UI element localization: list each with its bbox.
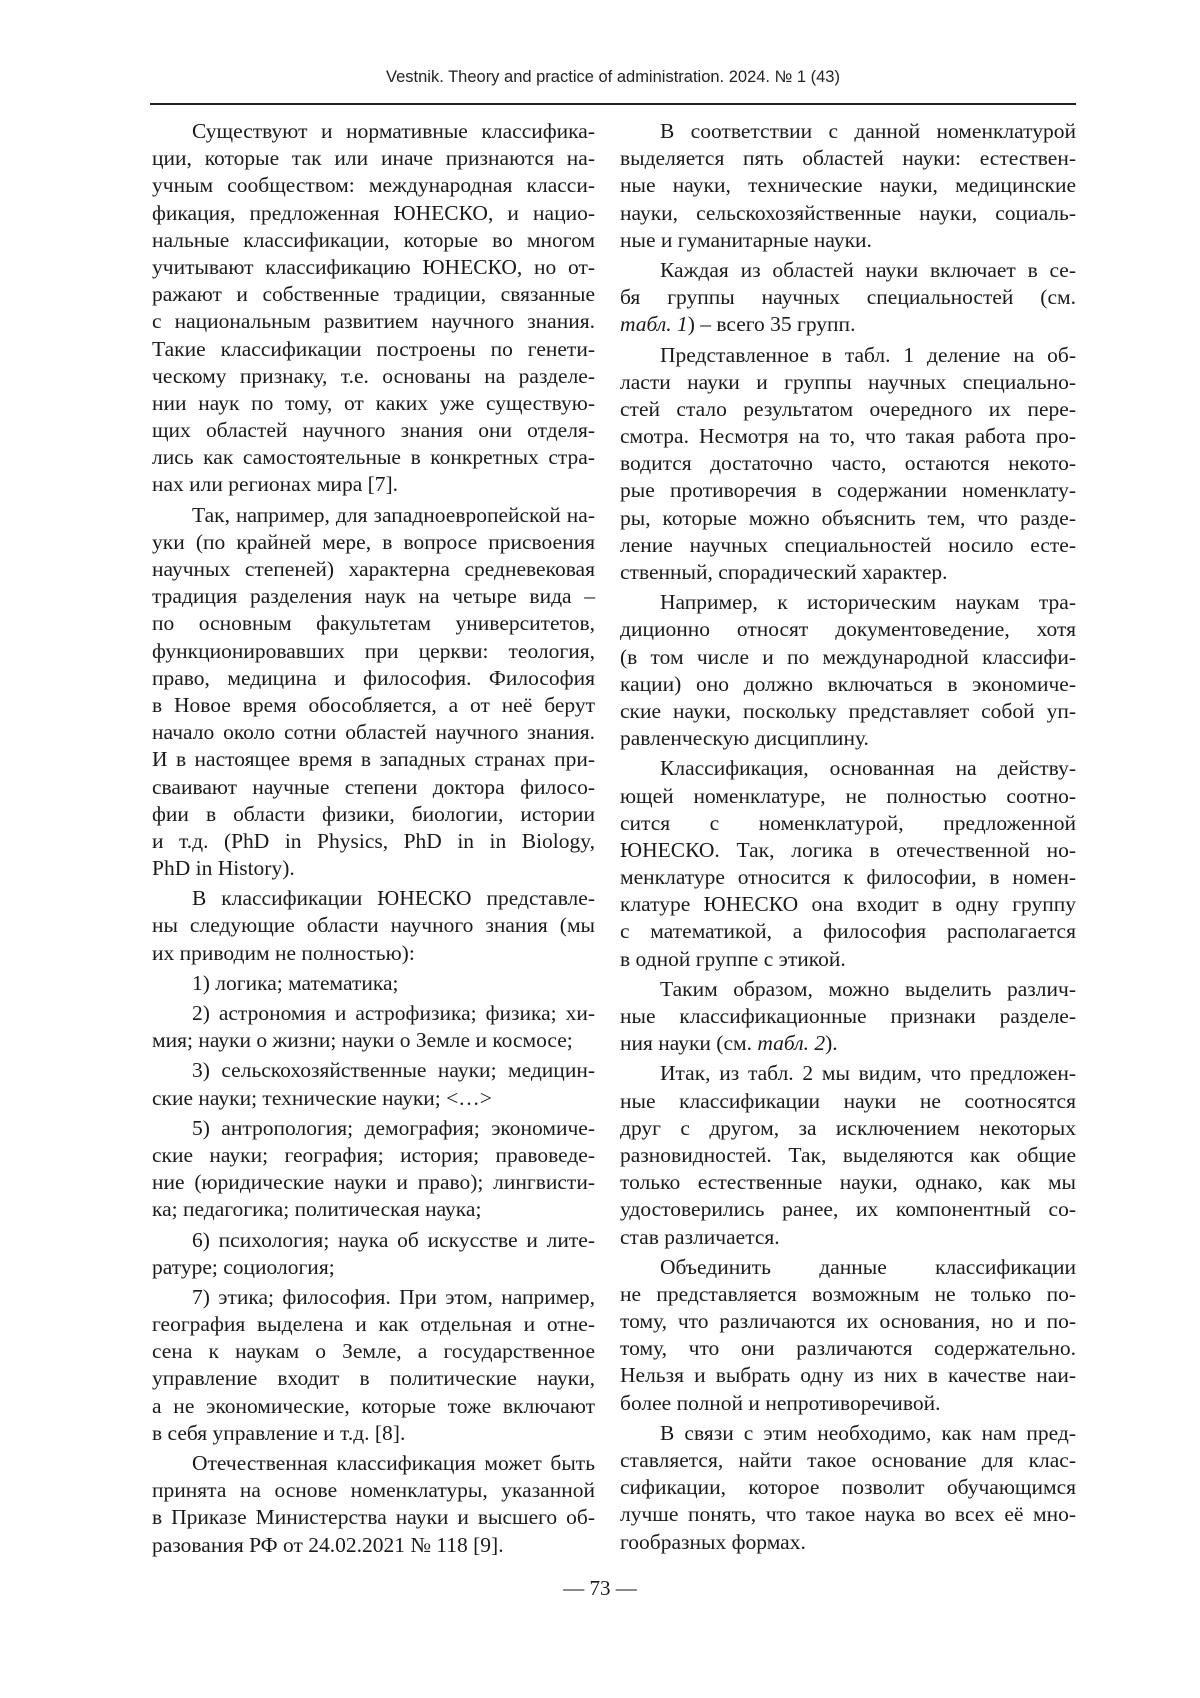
text-line: право, медицина и философия. Философия [152, 665, 595, 692]
text-line: их приводим не полностью): [152, 940, 595, 967]
text-line: мия; науки о жизни; науки о Земле и космосе; [152, 1027, 595, 1054]
text-line: PhD in History). [152, 855, 595, 882]
text-line: 6) психология; наука об искусстве и лите- [152, 1227, 595, 1254]
paragraph [152, 502, 595, 883]
text-line: 3) сельскохозяйственные науки; медицин- [152, 1057, 595, 1084]
text-line: сена к наукам о Земле, а государственное [152, 1338, 595, 1365]
text-line: Нельзя и выбрать одну из них в качестве наи- [620, 1362, 1076, 1389]
header-rule [150, 103, 1076, 105]
text-line: тому, что различаются их основания, но и по- [620, 1308, 1076, 1335]
text-line [620, 1030, 1076, 1057]
paragraph [620, 976, 1076, 1058]
text-segment: ). [825, 1031, 838, 1055]
text-line: Каждая из областей науки включает в се- [620, 257, 1076, 284]
text-line: нии наук по тому, от каких уже существую- [152, 390, 595, 417]
text-line: научных степеней) характерна средневековая [152, 556, 595, 583]
text-line: науки, сельскохозяйственные науки, социаль- [620, 200, 1076, 227]
text-line: разновидностей. Так, выделяются как общие [620, 1142, 1076, 1169]
text-line: диционно относят документоведение, хотя [620, 616, 1076, 643]
text-line: Таким образом, можно выделить различ- [620, 976, 1076, 1003]
text-line: кации) оно должно включаться в экономиче- [620, 671, 1076, 698]
paragraph [152, 1450, 595, 1559]
text-line: Например, к историческим наукам тра- [620, 589, 1076, 616]
text-line: сификации, которое позволит обучающимся [620, 1474, 1076, 1501]
table-reference: табл. 2 [757, 1031, 825, 1055]
text-line: удостоверились ранее, их компонентный со- [620, 1196, 1076, 1223]
text-line: не представляется возможным не только по- [620, 1281, 1076, 1308]
text-line: (в том числе и по международной классифи- [620, 644, 1076, 671]
text-line: в Приказе Министерства науки и высшего об- [152, 1504, 595, 1531]
page-number: — 73 — [0, 1576, 1200, 1601]
right-column [620, 118, 1076, 1559]
text-line: 5) антропология; демография; экономиче- [152, 1115, 595, 1142]
paragraph [152, 1115, 595, 1224]
text-line: ны следующие области научного знания (мы [152, 912, 595, 939]
text-line: в себя управление и т.д. [8]. [152, 1420, 595, 1447]
text-line: лись как самостоятельные в конкретных стра- [152, 444, 595, 471]
paragraph [620, 589, 1076, 752]
text-line: традиция разделения наук на четыре вида – [152, 583, 595, 610]
text-line: география выделена и как отдельная и отне- [152, 1311, 595, 1338]
text-line: фикация, предложенная ЮНЕСКО, и нацио- [152, 200, 595, 227]
text-line: функционировавших при церкви: теология, [152, 638, 595, 665]
text-line: И в настоящее время в западных странах при- [152, 746, 595, 773]
text-line: фии в области физики, биологии, истории [152, 801, 595, 828]
text-line: В соответствии с данной номенклатурой [620, 118, 1076, 145]
text-line: уки (по крайней мере, в вопросе присвоения [152, 529, 595, 556]
text-line: ЮНЕСКО. Так, логика в отечественной но- [620, 837, 1076, 864]
text-line: ственный, спорадический характер. [620, 559, 1076, 586]
paragraph [620, 118, 1076, 254]
text-line: ратуре; социология; [152, 1254, 595, 1281]
text-line: Классификация, основанная на действу- [620, 755, 1076, 782]
text-line: начало около сотни областей научного знания. [152, 719, 595, 746]
text-line: а не экономические, которые тоже включают [152, 1393, 595, 1420]
text-line: гообразных формах. [620, 1529, 1076, 1556]
text-line: нальные классификации, которые во многом [152, 227, 595, 254]
text-line: ление научных специальностей носило есте- [620, 532, 1076, 559]
text-line: ные науки, технические науки, медицинские [620, 172, 1076, 199]
text-line: рые противоречия в содержании номенклату- [620, 477, 1076, 504]
paragraph [620, 1420, 1076, 1556]
text-line: водится достаточно часто, остаются некото- [620, 450, 1076, 477]
text-segment: ) – всего 35 групп. [688, 312, 856, 336]
paragraph [152, 1000, 595, 1054]
text-line: по основным факультетам университетов, [152, 610, 595, 637]
text-line: ющей номенклатуре, не полностью соотно- [620, 783, 1076, 810]
left-column [152, 118, 595, 1562]
text-line: лучше понять, что такое наука во всех её мно- [620, 1501, 1076, 1528]
text-line: ные классификационные признаки разделе- [620, 1003, 1076, 1030]
text-line: ции, которые так или иначе признаются на- [152, 145, 595, 172]
text-line: Представленное в табл. 1 деление на об- [620, 342, 1076, 369]
text-line: Существуют и нормативные классифика- [152, 118, 595, 145]
text-line: сится с номенклатурой, предложенной [620, 810, 1076, 837]
text-line: ка; педагогика; политическая наука; [152, 1196, 595, 1223]
text-line: выделяется пять областей науки: естествен- [620, 145, 1076, 172]
text-line: сваивают научные степени доктора филосо- [152, 774, 595, 801]
text-line: Объединить данные классификации [620, 1254, 1076, 1281]
paragraph [152, 1227, 595, 1281]
text-line: нах или регионах мира [7]. [152, 471, 595, 498]
text-line: щих областей научного знания они отделя- [152, 417, 595, 444]
paragraph [620, 1254, 1076, 1417]
text-line: ние (юридические науки и право); лингвисти- [152, 1169, 595, 1196]
text-line: Так, например, для западноевропейской на- [152, 502, 595, 529]
paragraph [620, 257, 1076, 339]
text-line: в Новое время обособляется, а от неё берут [152, 692, 595, 719]
text-line: с национальным развитием научного знания. [152, 308, 595, 335]
paragraph [620, 342, 1076, 587]
paragraph [152, 118, 595, 499]
text-line: с математикой, а философия располагается [620, 918, 1076, 945]
text-line: ские науки; география; история; правоведе- [152, 1142, 595, 1169]
text-line: тому, что они различаются содержательно. [620, 1335, 1076, 1362]
text-line: разования РФ от 24.02.2021 № 118 [9]. [152, 1532, 595, 1559]
text-line: равленческую дисциплину. [620, 725, 1076, 752]
text-line: принята на основе номенклатуры, указанной [152, 1477, 595, 1504]
text-line: учитывают классификацию ЮНЕСКО, но от- [152, 254, 595, 281]
text-segment: ния науки (см. [620, 1031, 757, 1055]
text-line: В классификации ЮНЕСКО представле- [152, 885, 595, 912]
text-line: ражают и собственные традиции, связанные [152, 281, 595, 308]
text-line [620, 311, 1076, 338]
running-header: Vestnik. Theory and practice of administration. 2024. № 1 (43) [150, 68, 1076, 87]
text-line: менклатуре относится к философии, в номен- [620, 864, 1076, 891]
table-reference: табл. 1 [620, 312, 688, 336]
text-line: ры, которые можно объяснить тем, что разде- [620, 505, 1076, 532]
text-line: друг с другом, за исключением некоторых [620, 1115, 1076, 1142]
text-line: ласти науки и группы научных специально- [620, 369, 1076, 396]
text-line: ские науки, поскольку представляет собой уп- [620, 698, 1076, 725]
paragraph [620, 1060, 1076, 1250]
text-line: ческому признаку, т.е. основаны на разделе- [152, 363, 595, 390]
text-line: ные и гуманитарные науки. [620, 227, 1076, 254]
text-line: стей стало результатом очередного их пере- [620, 396, 1076, 423]
text-line: управление входит в политические науки, [152, 1365, 595, 1392]
paragraph [152, 885, 595, 967]
text-line: клатуре ЮНЕСКО она входит в одну группу [620, 891, 1076, 918]
text-line: Такие классификации построены по генети- [152, 336, 595, 363]
text-line: в одной группе с этикой. [620, 946, 1076, 973]
text-line: Отечественная классификация может быть [152, 1450, 595, 1477]
text-line: ставляется, найти такое основание для клас- [620, 1447, 1076, 1474]
text-line: смотра. Несмотря на то, что такая работа про- [620, 423, 1076, 450]
text-line: 1) логика; математика; [152, 970, 595, 997]
text-line: Итак, из табл. 2 мы видим, что предложен- [620, 1060, 1076, 1087]
text-line: учным сообществом: международная класси- [152, 172, 595, 199]
text-line: более полной и непротиворечивой. [620, 1390, 1076, 1417]
text-line: став различается. [620, 1224, 1076, 1251]
text-line: только естественные науки, однако, как мы [620, 1169, 1076, 1196]
paragraph [620, 755, 1076, 973]
paragraph [152, 970, 595, 997]
text-line: ские науки; технические науки; <…> [152, 1085, 595, 1112]
text-line: бя группы научных специальностей (см. [620, 284, 1076, 311]
paragraph [152, 1057, 595, 1111]
paragraph [152, 1284, 595, 1447]
text-line: В связи с этим необходимо, как нам пред- [620, 1420, 1076, 1447]
text-line: и т.д. (PhD in Physics, PhD in in Biology, [152, 828, 595, 855]
text-line: 2) астрономия и астрофизика; физика; хи- [152, 1000, 595, 1027]
text-line: 7) этика; философия. При этом, например, [152, 1284, 595, 1311]
text-line: ные классификации науки не соотносятся [620, 1088, 1076, 1115]
